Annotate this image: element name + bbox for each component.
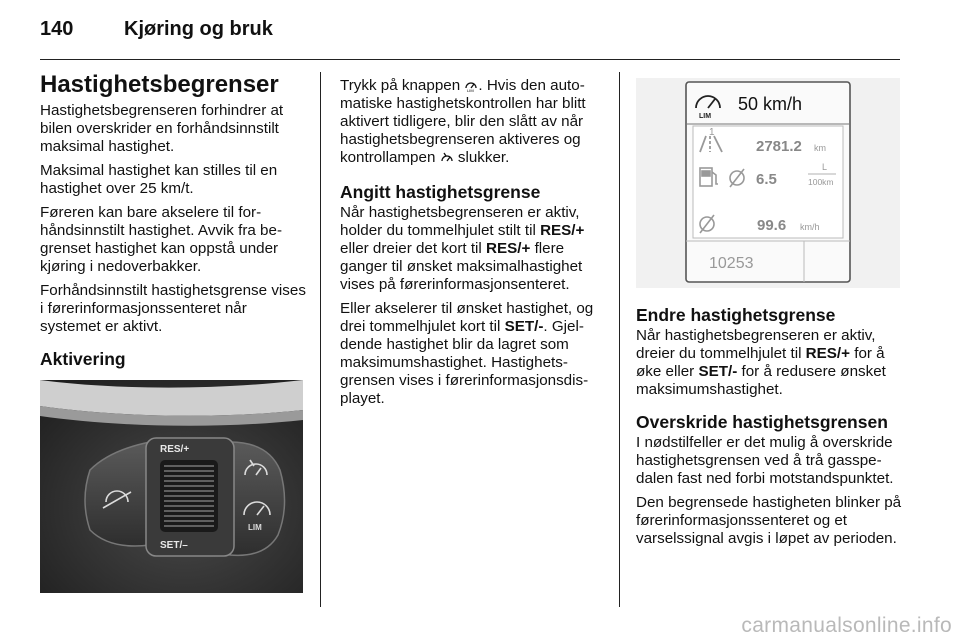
cruise-control-lamp-icon [440,151,454,164]
column-divider-right [619,72,620,607]
text-fragment: Når hastighetsbegrenseren er aktiv, holder du tommelhjulet stilt til [340,204,580,239]
change-limit-paragraph [636,327,904,399]
fuel-unit-numerator: L [822,162,828,172]
column-1 [40,70,308,371]
warning-paragraph: Den begrensede hastigheten blinker på førerinformasjonssenteret og et varselssignal avgis i løpet av perioden. [636,494,902,547]
driver-info-display-drawing [636,78,900,288]
paragraph-display: Forhåndsinnstilt hastighetsgrense vises i førerinformasjonssenteret når systemet er aktivt. [40,282,306,335]
res-plus-term: RES/+ [805,345,850,362]
set-limit-paragraph [340,204,606,294]
intro-paragraph: Hastighetsbegrenseren forhindrer at bilen overskrider en forhåndsinnstilt maksimal hastighet. [40,102,284,155]
display-lim-label: LIM [699,113,712,120]
column-2 [340,77,606,414]
fuel-avg-value: 6.5 [756,171,777,188]
exceed-paragraph: I nødstilfeller er det mulig å overskride hastighetsgrensen ved å trå gasspedalen fast ned forbi motstandspunktet. [636,434,894,487]
text-fragment: flere ganger til ønsket maksimalhastighet vises på førerinformasjonsenteret. [340,240,583,293]
set-minus-label: SET/– [160,540,188,551]
set-current-speed-paragraph [340,300,606,408]
section-title: Kjøring og bruk [124,18,273,40]
res-plus-label: RES/+ [160,444,190,455]
text-fragment: eller dreier det kort til [340,240,487,257]
text-fragment: Når hastighetsbegrenseren er aktiv, dreier du tommelhjulet til [636,327,876,362]
text-fragment: for å redusere ønsket maksimumshastighet. [636,363,886,398]
heading-change-limit: Endre hastighetsgrense [636,305,836,325]
page-number: 140 [40,18,74,40]
steering-wheel-controls-drawing [40,380,303,593]
speed-limiter-icon [464,79,478,92]
text-fragment: . Gjeldende hastighet blir da lagret som maksimumshastighet. Hastighetsgrensen vises i førerinformasjonsdisplayet. [340,318,589,407]
text-fragment: . Hvis den automatiske hastighetskontrollen har blitt aktivert tidligere, blir den slått av når hastighetsbegrenseren aktiveres og kontrollampen [340,77,586,166]
speed-avg-unit: km/h [800,222,820,232]
res-plus-term: RES/+ [486,240,531,257]
steering-wheel-controls-image [40,380,303,593]
text-fragment: for å øke eller [636,345,885,380]
text-fragment: Trykk på knappen [340,77,465,94]
trip-distance-value: 2781.2 [756,138,802,155]
column-3 [636,304,904,554]
speed-avg-value: 99.6 [757,217,787,234]
odometer-value: 10253 [709,255,754,272]
heading-exceed-limit: Overskride hastighetsgrensen [636,412,888,432]
set-minus-term: SET/- [504,318,544,335]
res-plus-term: RES/+ [540,222,585,239]
speed-limit-value: 50 km/h [738,94,803,114]
column-divider-left [320,72,321,607]
header-rule [40,59,900,60]
driver-info-display-image [636,78,900,288]
set-minus-term: SET/- [698,363,738,380]
activation-paragraph [340,77,606,167]
paragraph-speed-setting: Maksimal hastighet kan stilles til en hastighet over 25 km/t. [40,162,278,197]
heading-activation: Aktivering [40,349,126,369]
fuel-unit-denominator: 100km [808,177,834,187]
text-fragment: Eller akselerer til ønsket hastighet, og drei tommelhjulet kort til [340,300,594,335]
heading-set-limit: Angitt hastighetsgrense [340,182,541,202]
lim-label: LIM [248,523,262,532]
watermark: carmanualsonline.info [741,614,952,637]
svg-text:LIM: LIM [467,88,475,92]
paragraph-acceleration: Føreren kan bare akselere til forhåndsinnstilt hastighet. Avvik fra begrenset hastighet kan oppstå under kjøring i nedoverbakker. [40,204,283,275]
text-fragment: slukker. [453,149,510,166]
trip-distance-unit: km [814,143,826,153]
page-title: Hastighetsbegrenser [40,71,279,98]
trip-number: 1 [709,127,715,138]
